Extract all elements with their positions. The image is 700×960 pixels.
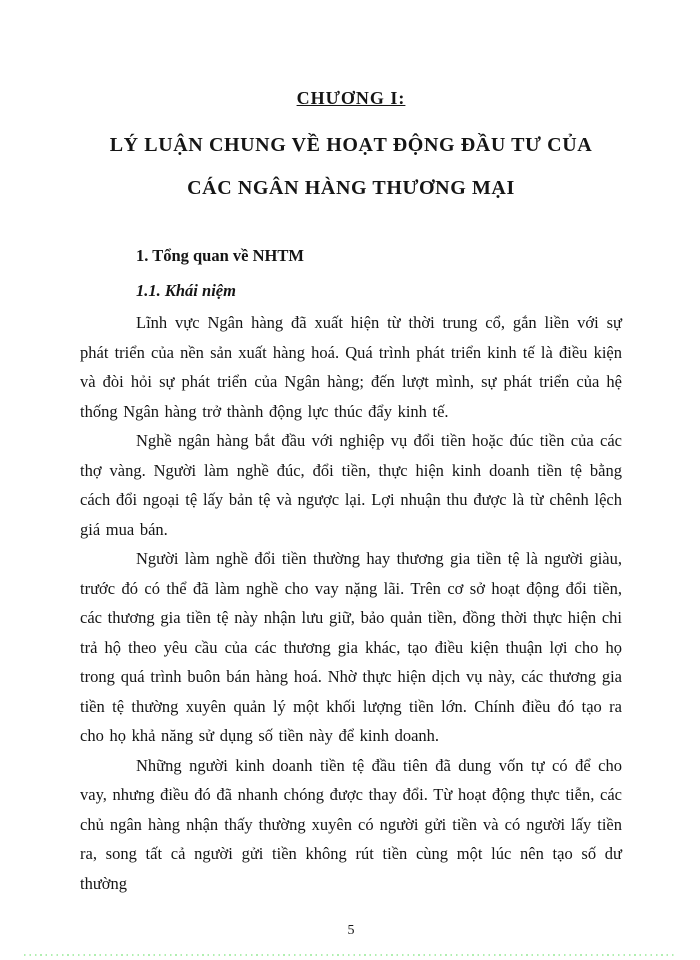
chapter-label: CHƯƠNG I: [296,88,406,108]
paragraph-1: Lĩnh vực Ngân hàng đã xuất hiện từ thời trung cổ, gắn liền với sự phát triển của nền sản xuất hàng hoá. Quá trình phát triển kinh tế là điều kiện và đòi hỏi sự phát triển của Ngân hàng; đến lượt mình, sự phát triển của hệ thống Ngân hàng trở thành động lực thúc đẩy kinh tế. [80,313,622,421]
paragraph-4: Những người kinh doanh tiền tệ đầu tiên đã dung vốn tự có để cho vay, nhưng điều đó đã nhanh chóng được thay đổi. Từ hoạt động thực tiễn, các chủ ngân hàng nhận thấy thường xuyên có người gửi tiền và có người lấy tiền ra, song tất cả người gửi tiền không rút tiền cùng một lúc nên tạo số dư thường [80,755,622,893]
subsection-heading: 1.1. Khái niệm [136,281,236,300]
body-text [80,308,622,898]
chapter-title-line-2: CÁC NGÂN HÀNG THƯƠNG MẠI [187,177,515,199]
page-break-divider [24,954,674,956]
paragraph-3: Người làm nghề đổi tiền thường hay thương gia tiền tệ là người giàu, trước đó có thể đã làm nghề cho vay nặng lãi. Trên cơ sở hoạt động đổi tiền, các thương gia tiền tệ này nhận lưu giữ, bảo quản tiền, đồng thời thực hiện chi trả hộ theo yêu cầu của các thương gia khác, tạo điều kiện thuận lợi cho họ trong quá trình buôn bán hàng hoá. Nhờ thực hiện dịch vụ này, các thương gia tiền tệ thường xuyên quản lý một khối lượng tiền lớn. Chính điều đó tạo ra cho họ khả năng sử dụng số tiền này để kinh doanh. [80,549,622,745]
page-number: 5 [347,923,355,938]
paragraph-2: Nghề ngân hàng bắt đầu với nghiệp vụ đổi tiền hoặc đúc tiền của các thợ vàng. Người làm nghề đúc, đổi tiền, thực hiện kinh doanh tiền tệ bằng cách đổi ngoại tệ lấy bản tệ và ngược lại. Lợi nhuận thu được là từ chênh lệch giá mua bán. [80,431,622,539]
chapter-title-line-1: LÝ LUẬN CHUNG VỀ HOẠT ĐỘNG ĐẦU TƯ CỦA [109,134,593,156]
section-heading: 1. Tổng quan về NHTM [136,246,304,265]
